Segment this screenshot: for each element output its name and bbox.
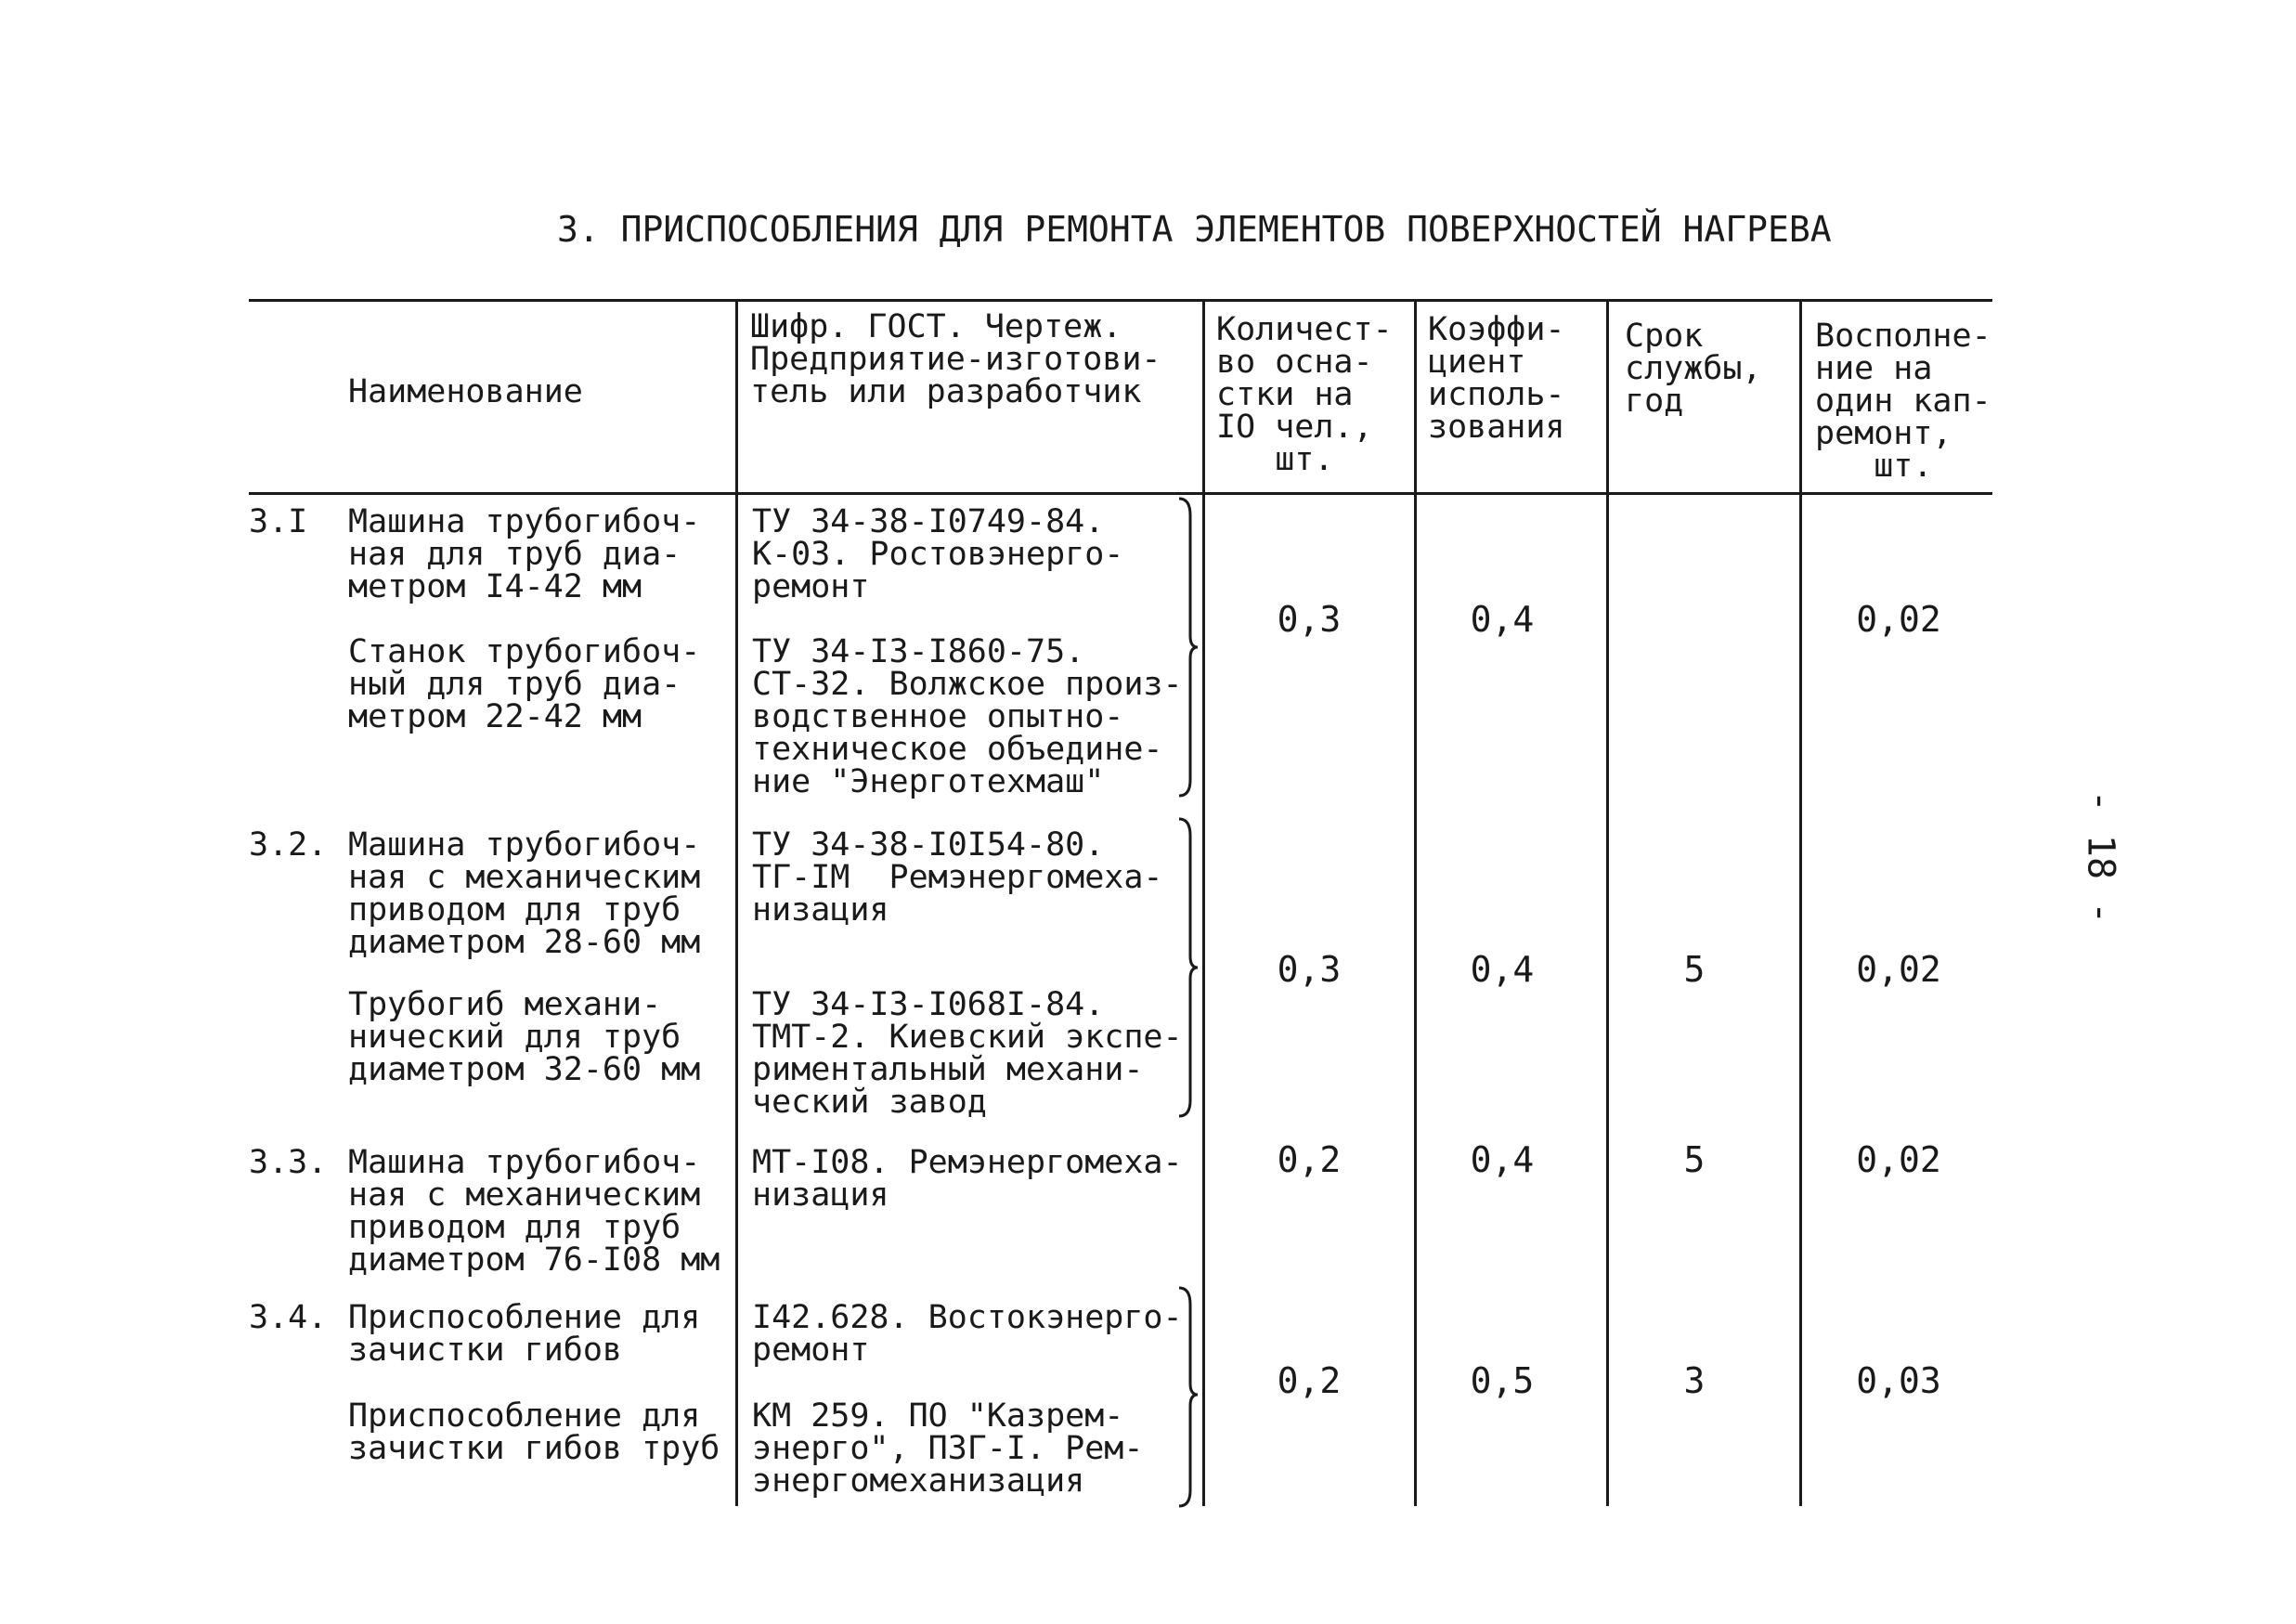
item-name: Машина трубогибоч- ная с механическим приводом для труб диаметром 28-60 мм: [348, 826, 701, 961]
row-number: 3.3.: [249, 1144, 328, 1181]
replenishment-value: 0,02: [1856, 949, 1941, 990]
item-code: ТУ 34-I3-I068I-84. ТМТ-2. Киевский экспе- риментальный механи- ческий завод: [752, 986, 1183, 1121]
header-code: Шифр. ГОСТ. Чертеж. Предприятие-изготови- тель или разработчик: [750, 308, 1161, 410]
item-code: I42.628. Востокэнерго- ремонт: [752, 1299, 1183, 1369]
item-code: МТ-I08. Ремэнергомеха- низация: [752, 1144, 1183, 1214]
table-top-rule: [249, 299, 1992, 302]
col-divider-4: [1606, 299, 1609, 1506]
header-bottom-rule: [249, 492, 1992, 495]
header-coefficient: Коэффи- циент исполь- зования: [1428, 311, 1565, 446]
col-divider-2: [1202, 299, 1205, 1506]
item-name: Машина трубогибоч- ная с механическим приводом для труб диаметром 76-I08 мм: [348, 1144, 720, 1279]
grouping-brace: [1177, 817, 1200, 1119]
replenishment-value: 0,02: [1856, 599, 1941, 640]
quantity-value: 0,2: [1277, 1139, 1342, 1180]
row-number: 3.2.: [249, 826, 328, 864]
grouping-brace: [1177, 497, 1200, 799]
quantity-value: 0,3: [1277, 949, 1342, 990]
coefficient-value: 0,4: [1470, 949, 1535, 990]
header-name: Наименование: [348, 373, 583, 410]
item-code: ТУ 34-I3-I860-75. СТ-32. Волжское произ- водственное опытно- техническое объедине- ние "Энерготехмаш": [752, 633, 1183, 800]
service-life-value: 5: [1683, 949, 1706, 990]
header-replenishment: Восполне- ние на один кап- ремонт, шт.: [1815, 318, 1991, 485]
grouping-brace: [1177, 1286, 1200, 1509]
item-name: Станок трубогибоч- ный для труб диа- метром 22-42 мм: [348, 633, 701, 735]
col-divider-5: [1799, 299, 1802, 1506]
service-life-value: 5: [1683, 1139, 1706, 1180]
item-name: Машина трубогибоч- ная для труб диа- метром I4-42 мм: [348, 503, 701, 605]
replenishment-value: 0,02: [1856, 1139, 1941, 1180]
col-divider-3: [1414, 299, 1417, 1506]
item-code: КМ 259. ПО "Казрем- энерго", ПЗГ-I. Рем- энергомеханизация: [752, 1397, 1144, 1500]
page-number: - 18 -: [2079, 789, 2122, 925]
quantity-value: 0,3: [1277, 599, 1342, 640]
coefficient-value: 0,4: [1470, 1139, 1535, 1180]
coefficient-value: 0,5: [1470, 1360, 1535, 1401]
item-code: ТУ 34-38-I0749-84. К-03. Ростовэнерго- ремонт: [752, 503, 1124, 605]
col-divider-1: [735, 299, 738, 1506]
item-name: Приспособление для зачистки гибов: [348, 1299, 701, 1369]
service-life-value: 3: [1683, 1360, 1706, 1401]
section-title: 3. ПРИСПОСОБЛЕНИЯ ДЛЯ РЕМОНТА ЭЛЕМЕНТОВ ПОВЕРХНОСТЕЙ НАГРЕВА: [557, 209, 1832, 250]
coefficient-value: 0,4: [1470, 599, 1535, 640]
item-name: Приспособление для зачистки гибов труб: [348, 1397, 720, 1467]
row-number: 3.I: [249, 503, 308, 540]
row-number: 3.4.: [249, 1299, 328, 1336]
header-service-life: Срок службы, год: [1625, 318, 1762, 420]
header-quantity: Количест- во осна- стки на IO чел., шт.: [1216, 311, 1393, 478]
item-name: Трубогиб механи- нический для труб диаметром 32-60 мм: [348, 986, 701, 1088]
replenishment-value: 0,03: [1856, 1360, 1941, 1401]
quantity-value: 0,2: [1277, 1360, 1342, 1401]
item-code: ТУ 34-38-I0I54-80. ТГ-IМ Ремэнергомеха- низация: [752, 826, 1163, 929]
